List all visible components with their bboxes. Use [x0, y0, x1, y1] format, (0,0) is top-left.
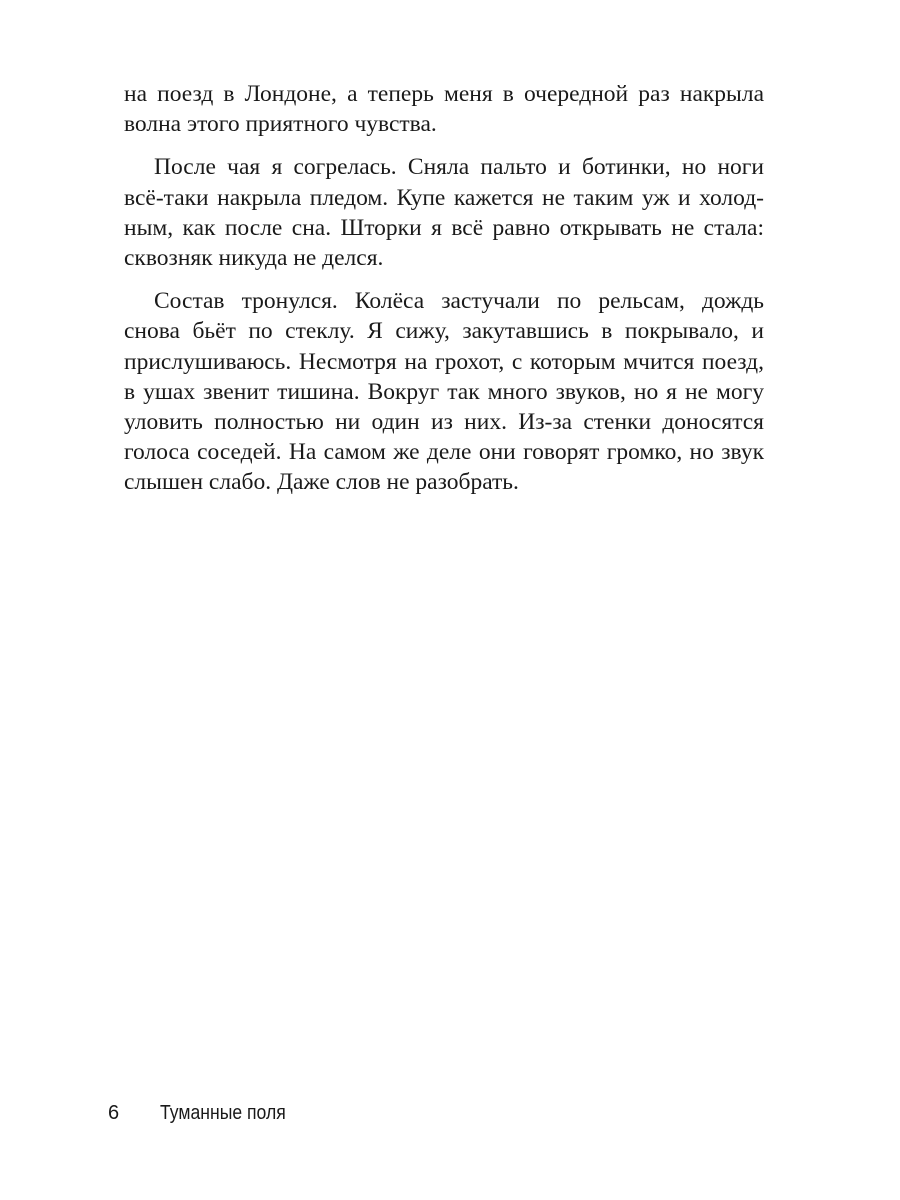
running-title: Туманные поля	[160, 1102, 286, 1124]
text-line: сквозняк никуда не делся.	[124, 244, 384, 271]
text-line: всё-таки накрыла пледом. Купе кажется не таким уж и холод-	[124, 184, 764, 211]
text-line: слышен слабо. Даже слов не разобрать.	[124, 469, 519, 496]
body-text	[124, 79, 764, 510]
paragraph-3	[124, 286, 764, 497]
text-line: волна этого приятного чувства.	[124, 111, 437, 138]
text-line: уловить полностью ни один из них. Из-за стенки доносятся	[124, 408, 764, 435]
text-line: Состав тронулся. Колёса застучали по рельсам, дождь	[154, 288, 764, 315]
paragraph-2	[124, 152, 764, 273]
text-line: на поезд в Лондоне, а теперь меня в очередной раз накрыла	[124, 81, 764, 107]
text-line: После чая я согрелась. Сняла пальто и ботинки, но ноги	[154, 154, 764, 181]
text-line: голоса соседей. На самом же деле они говорят громко, но звук	[124, 439, 764, 466]
text-line: прислушиваюсь. Несмотря на грохот, с которым мчится поезд,	[124, 348, 764, 375]
text-line: ным, как после сна. Шторки я всё равно открывать не стала:	[124, 214, 764, 241]
paragraph-1	[124, 79, 764, 139]
text-line: в ушах звенит тишина. Вокруг так много звуков, но я не могу	[124, 378, 764, 405]
text-line: снова бьёт по стеклу. Я сижу, закутавшись в покрывало, и	[124, 318, 764, 345]
page-number: 6	[108, 1102, 120, 1124]
page-footer	[108, 1100, 303, 1126]
